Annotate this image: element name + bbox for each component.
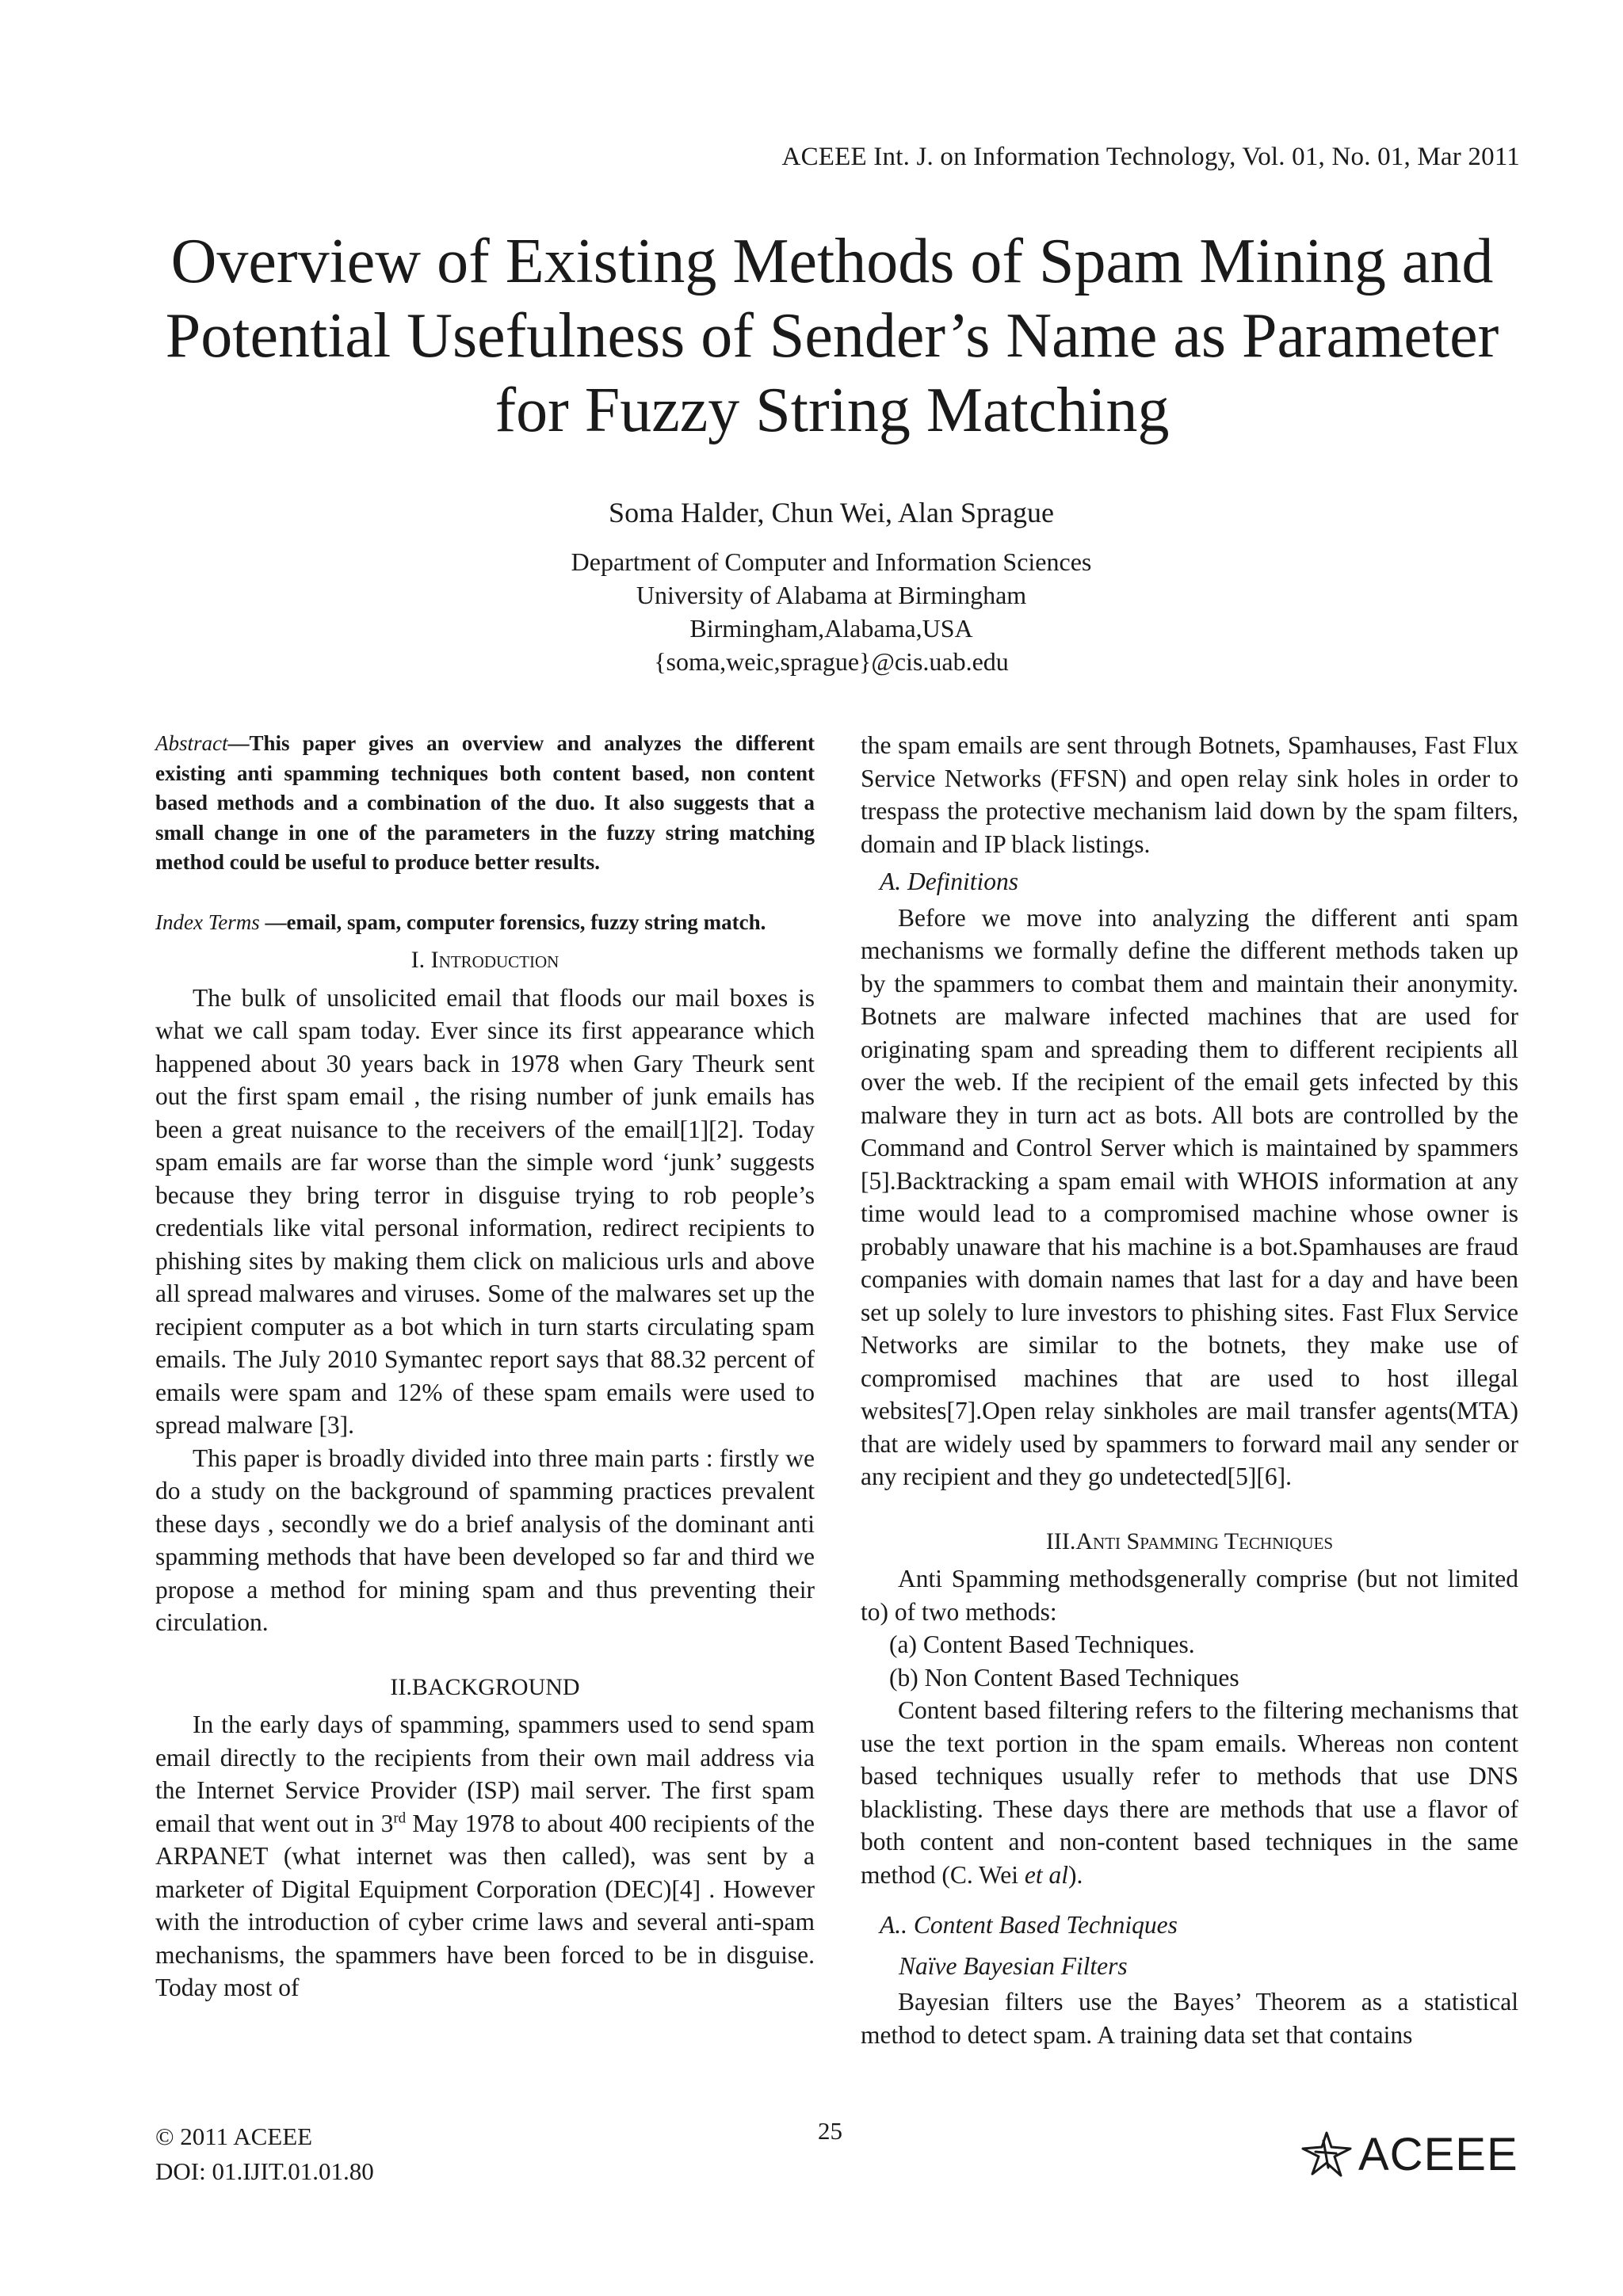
abstract [155,729,815,878]
index-terms-label: Index Terms [155,910,260,934]
logo-text: ACEEE [1358,2128,1518,2180]
subsection-heading-content-based: A.. Content Based Techniques [880,1911,1178,1939]
paper-title [119,224,1545,448]
index-terms-text: —email, spam, computer forensics, fuzzy string match. [259,910,766,934]
intro-paragraph-1: The bulk of unsolicited email that floods our mail boxes is what we call spam today. Ever since its first appearance which happened about 30 years back in 1978 when Gary Theurk sent out the first spam email , the rising number of junk emails has been a great nuisance to the receivers of the email[1][2]. Today spam emails are far worse than the simple word ‘junk’ suggests because they bring terror in disguise trying to rob people’s credentials like vital personal information, redirect recipients to phishing sites by making them click on malicious urls and above all spread malwares and viruses. Some of the malwares set up the recipient computer as a bot which in turn starts circulating spam emails. The July 2010 Symantec report says that 88.32 percent of emails were spam and 12% of these spam emails were used to spread malware [3]. [155,983,815,1439]
subsection-heading-definitions: A. Definitions [880,868,1018,895]
authors: Soma Halder, Chun Wei, Alan Sprague [609,497,1054,528]
section-heading-anti-spamming: III.Anti Spamming Techniques [1045,1527,1334,1554]
affiliation-email: {soma,weic,sprague}@cis.uab.edu [654,647,1009,676]
footer-left [155,2119,374,2189]
aceee-logo [1300,2126,1518,2182]
affiliation-dept: Department of Computer and Information Sciences [571,547,1092,576]
section-heading-background: II.BACKGROUND [390,1673,580,1700]
anti-spam-paragraph-1: Anti Spamming methodsgenerally comprise (but not limited to) of two methods: [861,1565,1518,1626]
right-column [861,729,1518,2051]
page-number: 25 [818,2117,842,2145]
abstract-text: —This paper gives an overview and analyzes the different existing anti spamming techniques both content based, non content based methods and a combination of the duo. It also suggests that a small change in one of the parameters in the fuzzy string matching method could be useful to produce better results. [155,731,815,874]
index-terms [155,908,815,938]
copyright: © 2011 ACEEE [155,2122,313,2150]
title-line-1: Overview of Existing Methods of Spam Mining and [170,227,1494,296]
title-line-2: Potential Usefulness of Sender’s Name as Parameter [165,301,1499,371]
doi: DOI: 01.IJIT.01.01.80 [155,2157,374,2185]
intro-paragraph-2: This paper is broadly divided into three main parts : firstly we do a study on the background of spamming practices prevalent these days , secondly we do a brief analysis of the dominant anti spamming methods that have been developed so far and third we propose a method for mining spam and thus preventing their circulation. [155,1444,815,1636]
definitions-paragraph: Before we move into analyzing the different anti spam mechanisms we formally define the different methods taken up by the spammers to combat them and maintain their anonymity. Botnets are malware infected machines that are used for originating spam and spreading them to different recipients all over the web. If the recipient of the email gets infected by this malware they in turn act as bots. All bots are controlled by the Command and Control Server which is maintained by spammers [5].Backtracking a spam email with WHOIS information at any time would lead to a compromised machine whose owner is probably unaware that his machine is a bot.Spamhauses are fraud companies with domain names that last for a day and have been set up solely to lure investors to phishing sites. Fast Flux Service Networks are similar to the botnets, they make use of compromised machines that are used to host illegal websites[7].Open relay sinkholes are mail transfer agents(MTA) that are widely used by spammers to forward mail any sender or any recipient and they go undetected[5][6]. [861,903,1518,1490]
title-line-3: for Fuzzy String Matching [495,376,1170,445]
list-item: (a) Content Based Techniques. [889,1630,1195,1658]
anti-spam-paragraph-2: Content based filtering refers to the filtering mechanisms that use the text portion in the spam emails. Whereas non content based techniques usually refer to methods that use DNS blacklisting. These days there are methods that use a flavor of both content and non-content based techniques in the same method (C. Wei et al). [861,1696,1518,1889]
subsection-heading-naive-bayes: Naïve Bayesian Filters [899,1951,1128,1980]
affiliation-city: Birmingham,Alabama,USA [689,614,973,643]
affiliation [0,545,1623,678]
star-icon [1300,2130,1355,2179]
background-paragraph-1: In the early days of spamming, spammers used to send spam email directly to the recipients from their own mail address via the Internet Service Provider (ISP) mail server. The first spam email that went out in 3rd May 1978 to about 400 recipients of the ARPANET (what internet was then called), was sent by a marketer of Digital Equipment Corporation (DEC)[4] . However with the introduction of cyber crime laws and several anti-spam mechanisms, the spammers have been forced to be in disguise. Today most of [155,1711,815,2001]
journal-header: ACEEE Int. J. on Information Technology, Vol. 01, No. 01, Mar 2011 [781,143,1520,171]
list-item: (b) Non Content Based Techniques [889,1663,1239,1691]
affiliation-univ: University of Alabama at Birmingham [636,581,1027,609]
left-column [155,729,815,2004]
background-paragraph-continued: the spam emails are sent through Botnets, Spamhauses, Fast Flux Service Networks (FFSN) and open relay sink holes in order to trespass the protective mechanism laid down by the spam filters, domain and IP black listings. [861,731,1518,858]
section-heading-introduction: I. Introduction [411,947,559,973]
bayes-paragraph: Bayesian filters use the Bayes’ Theorem as a statistical method to detect spam. A training data set that contains [861,1988,1518,2049]
abstract-label: Abstract [155,731,228,755]
